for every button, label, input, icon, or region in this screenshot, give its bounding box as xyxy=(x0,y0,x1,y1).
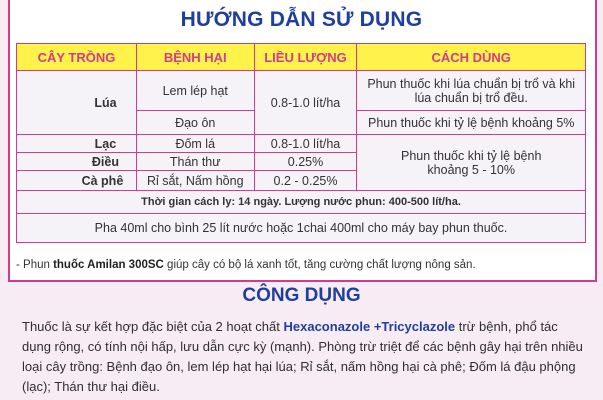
dose-cell: 0.25% xyxy=(254,153,357,171)
crop-cell: Cà phê xyxy=(17,171,137,191)
body-text-2: trừ bệnh, phổ tác dụng rộng, có tính nội hấp, lưu dẫn cực kỳ (mạnh). Phòng trừ triệt để các bệnh gây hại trên nhiều loại cây trồng: Bệnh đạo ôn, lem lép hạt hại lúa; Rỉ sắt, nấm hồng hại cà phê; Đốm lá đậu phộng (lạc); Thán thư hại điều. xyxy=(22,319,583,394)
table-row xyxy=(17,191,586,214)
dose-cell: 0.8-1.0 lít/ha xyxy=(254,71,357,135)
crop-cell: Lúa xyxy=(17,71,137,135)
active-ingredients: Hexaconazole +Tricyclazole xyxy=(283,319,456,334)
header-dose: LIỀU LƯỢNG xyxy=(254,44,357,71)
effects-body xyxy=(22,317,588,397)
crop-cell: Lạc xyxy=(17,135,137,153)
disease-cell: Thán thư xyxy=(136,153,254,171)
header-usage: CÁCH DÙNG xyxy=(357,44,586,71)
disease-cell: Rỉ sắt, Nấm hồng xyxy=(136,171,254,191)
disease-cell: Đốm lá xyxy=(136,135,254,153)
disease-cell: Đạo ôn xyxy=(136,111,254,135)
usage-cell: Phun thuốc khi lúa chuẩn bị trổ và khi lúa chuẩn bị trổ đều. xyxy=(357,71,586,111)
body-text-1: Thuốc là sự kết hợp đặc biệt của 2 hoạt chất xyxy=(22,319,284,334)
note-prefix: - Phun xyxy=(16,259,54,271)
header-disease: BỆNH HẠI xyxy=(136,44,254,71)
table-row xyxy=(17,71,586,111)
header-crop: CÂY TRỒNG xyxy=(17,44,137,71)
product-note xyxy=(16,259,591,271)
disease-cell: Lem lép hạt xyxy=(136,71,254,111)
usage-cell: Phun thuốc khi tỷ lệ bệnh khoảng 5% xyxy=(357,111,586,135)
table-row xyxy=(17,214,586,243)
dose-cell: 0.8-1.0 lít/ha xyxy=(254,135,357,153)
mix-note: Pha 40ml cho bình 25 lít nước hoặc 1chai 400ml cho máy bay phun thuốc. xyxy=(17,214,586,243)
interval-note: Thời gian cách ly: 14 ngày. Lượng nước phun: 400-500 lít/ha. xyxy=(17,191,586,214)
table-header-row xyxy=(17,44,586,71)
usage-table xyxy=(16,43,586,243)
effects-title: CÔNG DỤNG xyxy=(242,285,361,306)
note-suffix: giúp cây có bộ lá xanh tốt, tăng cường chất lượng nông sản. xyxy=(163,259,476,271)
dose-cell: 0.2 - 0.25% xyxy=(254,171,357,191)
note-product: thuốc Amilan 300SC xyxy=(53,259,164,271)
usage-cell: Phun thuốc khi tỷ lệ bệnh khoảng 5 - 10% xyxy=(357,135,586,191)
usage-title: HƯỚNG DẪN SỬ DỤNG xyxy=(180,8,423,31)
crop-cell: Điều xyxy=(17,153,137,171)
table-row xyxy=(17,135,586,153)
